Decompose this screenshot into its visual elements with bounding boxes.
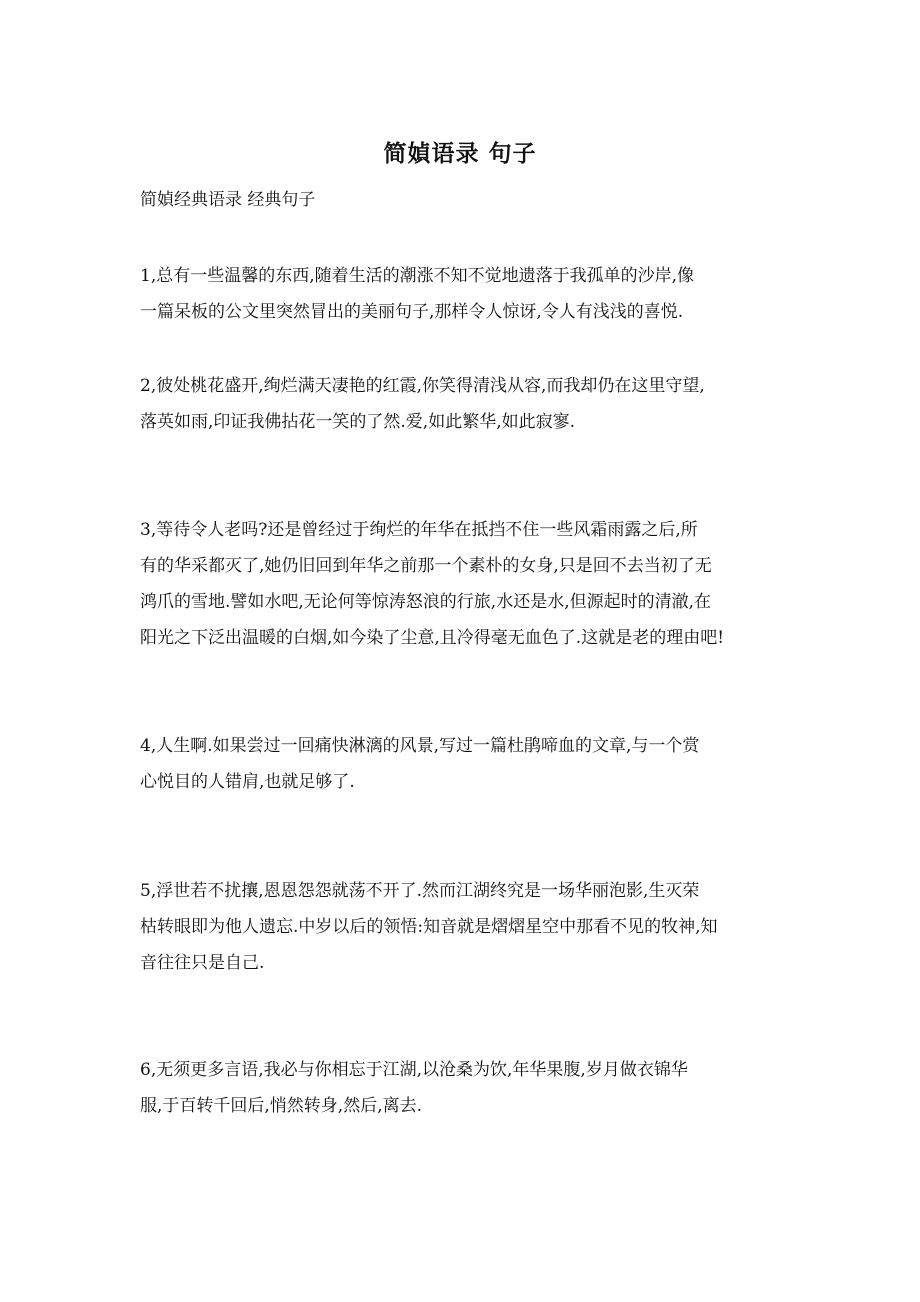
paragraph-line: 1,总有一些温馨的东西,随着生活的潮涨不知不觉地遗落于我孤单的沙岸,像 xyxy=(140,266,695,286)
document-title: 简媜语录 句子 xyxy=(383,140,537,167)
paragraph-line: 2,彼处桃花盛开,绚烂满天凄艳的红霞,你笑得清浅从容,而我却仍在这里守望, xyxy=(140,376,705,396)
paragraph-line: 有的华采都灭了,她仍旧回到年华之前那一个素朴的女身,只是回不去当初了无 xyxy=(140,556,712,576)
quote-paragraph-1 xyxy=(140,258,790,330)
paragraph-line: 服,于百转千回后,悄然转身,然后,离去. xyxy=(140,1096,423,1116)
paragraph-line: 枯转眼即为他人遗忘.中岁以后的领悟:知音就是熠熠星空中那看不见的牧神,知 xyxy=(140,917,718,937)
quote-paragraph-5 xyxy=(140,873,790,981)
paragraph-line: 3,等待令人老吗?还是曾经过于绚烂的年华在抵挡不住一些风霜雨露之后,所 xyxy=(140,520,698,540)
quote-paragraph-6 xyxy=(140,1052,790,1124)
paragraph-line: 5,浮世若不扰攘,恩恩怨怨就荡不开了.然而江湖终究是一场华丽泡影,生灭荣 xyxy=(140,881,700,901)
quote-paragraph-2 xyxy=(140,368,790,440)
quote-paragraph-4 xyxy=(140,728,790,800)
paragraph-line: 阳光之下泛出温暖的白烟,如今染了尘意,且冷得毫无血色了.这就是老的理由吧! xyxy=(140,628,725,648)
paragraph-line: 一篇呆板的公文里突然冒出的美丽句子,那样令人惊讶,令人有浅浅的喜悦. xyxy=(140,302,684,322)
paragraph-line: 4,人生啊.如果尝过一回痛快淋漓的风景,写过一篇杜鹃啼血的文章,与一个赏 xyxy=(140,736,700,756)
paragraph-line: 音往往只是自己. xyxy=(140,953,265,973)
document-subtitle: 简媜经典语录 经典句子 xyxy=(140,190,316,210)
paragraph-line: 心悦目的人错肩,也就足够了. xyxy=(140,772,355,792)
paragraph-line: 落英如雨,印证我佛拈花一笑的了然.爱,如此繁华,如此寂寥. xyxy=(140,412,576,432)
paragraph-line: 鸿爪的雪地.譬如水吧,无论何等惊涛怒浪的行旅,水还是水,但源起时的清澈,在 xyxy=(140,592,712,612)
paragraph-line: 6,无须更多言语,我必与你相忘于江湖,以沧桑为饮,年华果腹,岁月做衣锦华 xyxy=(140,1060,688,1080)
quote-paragraph-3 xyxy=(140,512,790,656)
